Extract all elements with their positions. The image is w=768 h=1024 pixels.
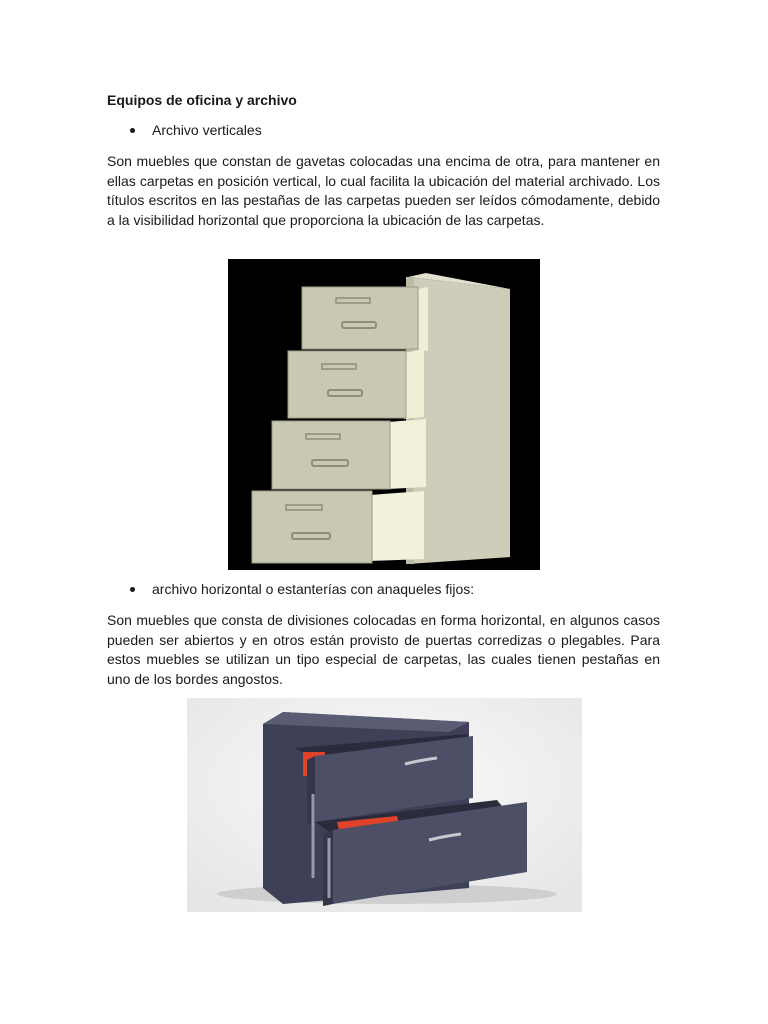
bullet-icon <box>130 128 135 133</box>
horizontal-filing-cabinet-image <box>187 698 582 912</box>
paragraph-vertical-files: Son muebles que constan de gavetas colocadas una encima de otra, para mantener en ellas carpetas en posición vertical, lo cual facilita la ubicación del material archivado. Los títulos escritos en las pestañas de las carpetas pueden ser leídos cómodamente, debido a la visibilidad horizontal que proporciona la ubicación de las carpetas. <box>107 153 660 228</box>
page-title: Equipos de oficina y archivo <box>107 92 297 108</box>
vertical-filing-cabinet-image <box>228 259 540 570</box>
list-item-horizontal-files <box>130 581 474 597</box>
list-item-vertical-files <box>130 122 262 138</box>
bullet-icon <box>130 587 135 592</box>
list-item-label: Archivo verticales <box>152 122 262 138</box>
paragraph-horizontal-files: Son muebles que consta de divisiones colocadas en forma horizontal, en algunos casos pueden ser abiertos y en otros están provisto de puertas corredizas o plegables. Para estos muebles se utilizan un tipo especial de carpetas, las cuales tienen pestañas en uno de los bordes angostos. <box>107 612 660 687</box>
list-item-label: archivo horizontal o estanterías con anaqueles fijos: <box>152 581 475 597</box>
